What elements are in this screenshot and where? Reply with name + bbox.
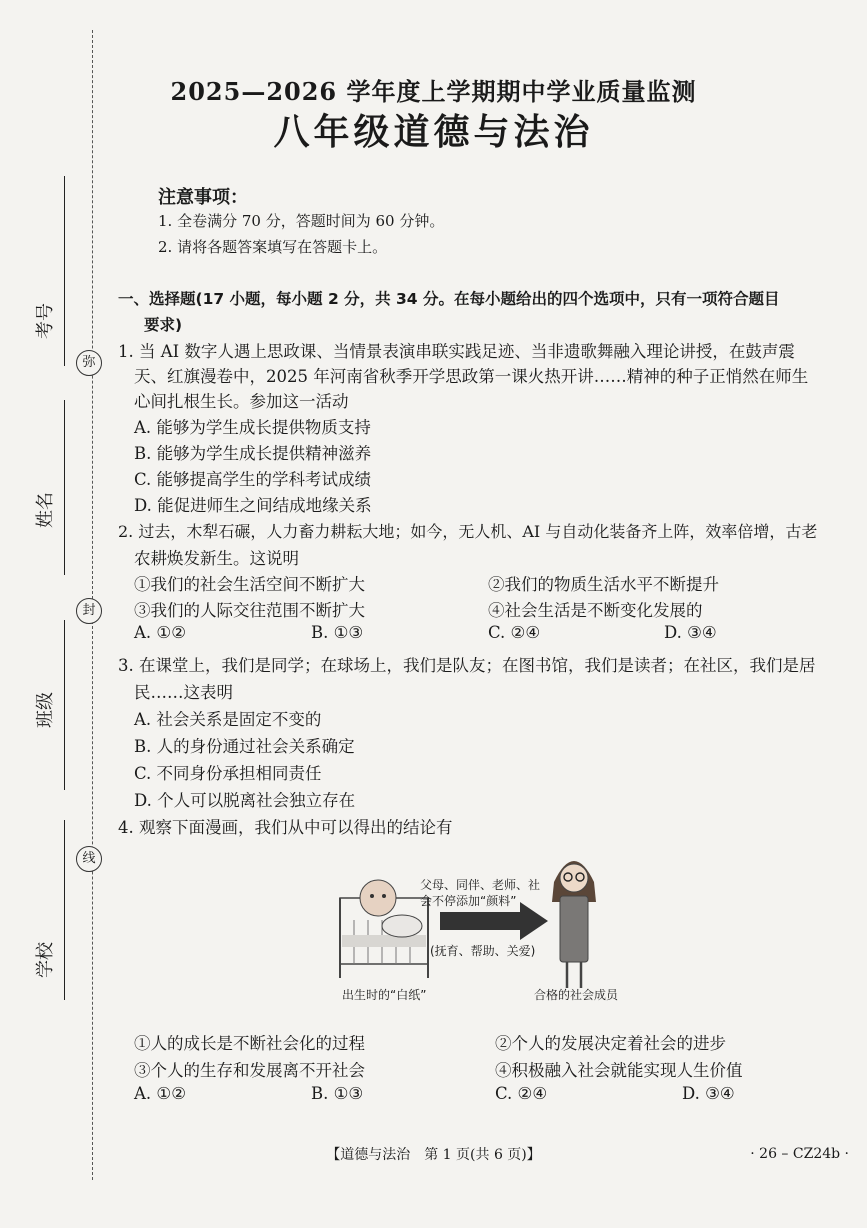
paper-code: · 26 – CZ24b ·	[750, 1146, 849, 1162]
seal-char-mi: 弥	[76, 350, 102, 376]
exam-number-underline	[64, 176, 66, 366]
q3-option-c[interactable]: C. 不同身份承担相同责任	[134, 764, 322, 783]
q4-option-b[interactable]: B. ①③	[311, 1084, 364, 1103]
q1-stem-line: 1. 当 AI 数字人遇上思政课、当情景表演串联实践足迹、当非遗歌舞融入理论讲授，在鼓声震	[118, 342, 795, 361]
school-field[interactable]	[14, 820, 66, 1000]
q2-statement-3: ③我们的人际交往范围不断扩大	[134, 601, 365, 620]
school-label: 学校	[35, 942, 56, 978]
notice-item-1: 1. 全卷满分 70 分，答题时间为 60 分钟。	[158, 212, 445, 230]
comic-svg	[330, 840, 630, 1000]
exam-number-label: 考号	[35, 303, 56, 339]
seal-char-feng: 封	[76, 598, 102, 624]
comic-arrow-text-line2: 会不停添加“颜料”	[420, 894, 517, 908]
school-underline	[64, 820, 66, 1000]
comic-illustration	[330, 840, 630, 1000]
q4-option-a[interactable]: A. ①②	[134, 1084, 186, 1103]
q3-option-d[interactable]: D. 个人可以脱离社会独立存在	[134, 791, 356, 810]
q1-stem-line: 心间扎根生长。参加这一活动	[134, 392, 349, 411]
section-heading-cont: 要求)	[144, 316, 183, 334]
q3-stem-line: 民……这表明	[134, 683, 233, 702]
q3-stem-line: 3. 在课堂上，我们是同学；在球场上，我们是队友；在图书馆，我们是读者；在社区，我们是居	[118, 656, 816, 675]
q4-option-d[interactable]: D. ③④	[682, 1084, 735, 1103]
q4-statement-1: ①人的成长是不断社会化的过程	[134, 1034, 365, 1053]
class-field[interactable]	[14, 620, 66, 790]
q2-option-d[interactable]: D. ③④	[664, 623, 717, 642]
q3-option-b[interactable]: B. 人的身份通过社会关系确定	[134, 737, 355, 756]
q4-statement-4: ④积极融入社会就能实现人生价值	[495, 1061, 743, 1080]
comic-left-caption: 出生时的“白纸”	[342, 988, 427, 1002]
q2-option-c[interactable]: C. ②④	[488, 623, 541, 642]
page-footer: 【道德与法治 第 1 页(共 6 页)】	[326, 1147, 541, 1163]
name-field[interactable]	[14, 400, 66, 575]
q4-statement-3: ③个人的生存和发展离不开社会	[134, 1061, 365, 1080]
q4-stem: 4. 观察下面漫画，我们从中可以得出的结论有	[118, 818, 453, 837]
q2-stem-line: 2. 过去，木犁石碾，人力畜力耕耘大地；如今，无人机、AI 与自动化装备齐上阵，效率倍增，古老	[118, 522, 818, 541]
section-heading: 一、选择题(17 小题，每小题 2 分，共 34 分。在每小题给出的四个选项中，只有一项符合题目	[118, 290, 780, 308]
woman-figure-icon	[552, 861, 596, 988]
notice-heading: 注意事项：	[158, 187, 248, 208]
notice-item-2: 2. 请将各题答案填写在答题卡上。	[158, 238, 388, 256]
name-underline	[64, 400, 66, 575]
q2-option-b[interactable]: B. ①③	[311, 623, 364, 642]
q1-option-c[interactable]: C. 能够提高学生的学科考试成绩	[134, 470, 372, 489]
exam-title: 2025—2026 学年度上学期期中学业质量监测	[170, 77, 697, 106]
name-label: 姓名	[35, 492, 56, 528]
q1-option-d[interactable]: D. 能促进师生之间结成地缘关系	[134, 496, 372, 515]
q2-stem-line: 农耕焕发新生。这说明	[134, 549, 299, 568]
q1-option-a[interactable]: A. 能够为学生成长提供物质支持	[134, 418, 371, 437]
q4-option-c[interactable]: C. ②④	[495, 1084, 548, 1103]
q4-statement-2: ②个人的发展决定着社会的进步	[495, 1034, 726, 1053]
q1-option-b[interactable]: B. 能够为学生成长提供精神滋养	[134, 444, 372, 463]
exam-number-field[interactable]	[14, 176, 66, 366]
seal-char-xian: 线	[76, 846, 102, 872]
q2-statement-2: ②我们的物质生活水平不断提升	[488, 575, 719, 594]
comic-arrow-caption: (抚育、帮助、关爱)	[430, 944, 536, 958]
class-label: 班级	[35, 692, 56, 728]
q2-statement-1: ①我们的社会生活空间不断扩大	[134, 575, 365, 594]
comic-right-caption: 合格的社会成员	[534, 988, 619, 1002]
class-underline	[64, 620, 66, 790]
subject-title: 八年级道德与法治	[273, 111, 594, 153]
q1-stem-line: 天、红旗漫卷中，2025 年河南省秋季开学思政第一课火热开讲……精神的种子正悄然在师生	[134, 367, 809, 386]
q2-option-a[interactable]: A. ①②	[134, 623, 186, 642]
q3-option-a[interactable]: A. 社会关系是固定不变的	[134, 710, 322, 729]
q2-statement-4: ④社会生活是不断变化发展的	[488, 601, 703, 620]
baby-in-crib-icon	[340, 880, 428, 978]
comic-arrow-text-line1: 父母、同伴、老师、社	[420, 878, 541, 892]
